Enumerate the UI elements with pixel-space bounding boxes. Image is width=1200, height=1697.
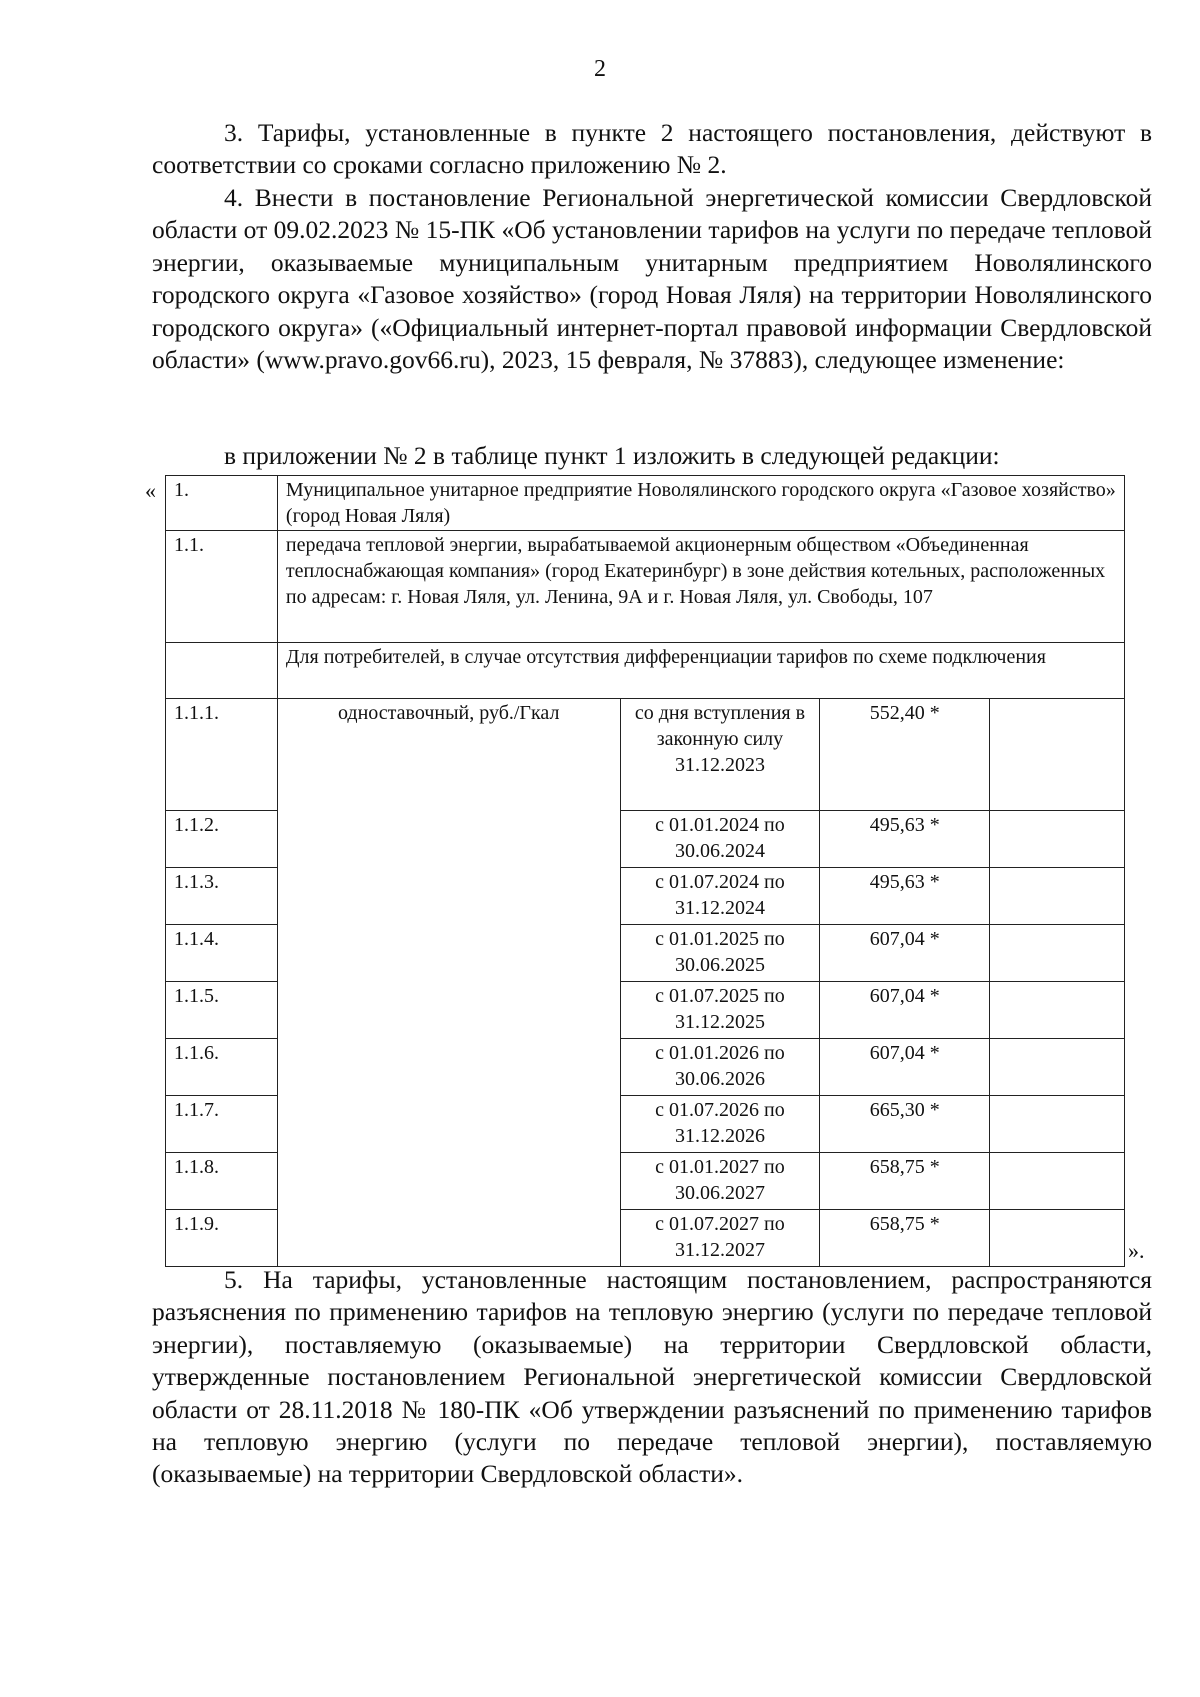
tariff-value-cell: 552,40 *	[820, 699, 990, 811]
tariff-value-cell: 665,30 *	[820, 1096, 990, 1153]
tariff-table	[165, 475, 1125, 1267]
period-cell: с 01.07.2025 по 31.12.2025	[620, 982, 820, 1039]
period-cell: с 01.01.2024 по 30.06.2024	[620, 811, 820, 868]
row-number: 1.	[166, 476, 278, 531]
paragraph-4-sub-text: в приложении № 2 в таблице пункт 1 изложить в следующей редакции:	[224, 441, 1000, 470]
row-number: 1.1.4.	[166, 925, 278, 982]
period-cell: с 01.07.2027 по 31.12.2027	[620, 1210, 820, 1267]
page-number: 2	[594, 56, 606, 82]
paragraph-4	[152, 182, 1152, 376]
service-description-cell: передача тепловой энергии, вырабатываемой акционерным обществом «Объединенная теплоснабжающая компания» (город Екатеринбург) в зоне действия котельных, расположенных по адресам: г. Новая Ляля, ул. Ленина, 9А и г. Новая Ляля, ул. Свободы, 107	[277, 531, 1124, 643]
tariff-value-cell: 607,04 *	[820, 1039, 990, 1096]
paragraph-3-text: 3. Тарифы, установленные в пункте 2 настоящего постановления, действуют в соответствии со сроками согласно приложению № 2.	[152, 118, 1152, 180]
tariff-value-cell: 607,04 *	[820, 982, 990, 1039]
period-cell: с 01.07.2024 по 31.12.2024	[620, 868, 820, 925]
empty-cell	[990, 1210, 1125, 1267]
row-number: 1.1.7.	[166, 1096, 278, 1153]
tariff-value-cell: 658,75 *	[820, 1210, 990, 1267]
open-quote: «	[145, 478, 156, 503]
paragraph-4-text: 4. Внести в постановление Региональной энергетической комиссии Свердловской области от 09.02.2023 № 15-ПК «Об установлении тарифов на услуги по передаче тепловой энергии, оказываемые муниципальным унитарным предприятием Новолялинского городского округа «Газовое хозяйство» (город Новая Ляля) на территории Новолялинского городского округа» («Официальный интернет-портал правовой информации Свердловской области» (www.pravo.gov66.ru), 2023, 15 февраля, № 37883), следующее изменение:	[152, 183, 1152, 375]
tariff-value-cell: 658,75 *	[820, 1153, 990, 1210]
paragraph-5-text: 5. На тарифы, установленные настоящим постановлением, распространяются разъяснения по применению тарифов на тепловую энергию (услуги по передаче тепловой энергии), поставляемую (оказываемые) на территории Свердловской области, утвержденные постановлением Региональной энергетической комиссии Свердловской области от 28.11.2018 № 180-ПК «Об утверждении разъяснений по применению тарифов на тепловую энергию (услуги по передаче тепловой энергии), поставляемую (оказываемые) на территории Свердловской области».	[152, 1265, 1152, 1489]
row-number: 1.1.8.	[166, 1153, 278, 1210]
row-number: 1.1.9.	[166, 1210, 278, 1267]
empty-cell	[990, 982, 1125, 1039]
period-cell: с 01.01.2025 по 30.06.2025	[620, 925, 820, 982]
empty-cell	[990, 925, 1125, 982]
org-name-cell: Муниципальное унитарное предприятие Новолялинского городского округа «Газовое хозяйство» (город Новая Ляля)	[277, 476, 1124, 531]
consumers-cell: Для потребителей, в случае отсутствия дифференциации тарифов по схеме подключения	[277, 643, 1124, 699]
table-row	[166, 699, 1125, 811]
tariff-value-cell: 495,63 *	[820, 868, 990, 925]
row-number: 1.1.2.	[166, 811, 278, 868]
row-number: 1.1.	[166, 531, 278, 643]
paragraph-5	[152, 1264, 1152, 1491]
empty-cell	[990, 1039, 1125, 1096]
empty-cell	[166, 643, 278, 699]
empty-cell	[990, 1096, 1125, 1153]
rate-type-cell: одноставочный, руб./Гкал	[277, 699, 620, 1267]
row-number: 1.1.1.	[166, 699, 278, 811]
table-row	[166, 476, 1125, 531]
period-cell: с 01.01.2027 по 30.06.2027	[620, 1153, 820, 1210]
period-cell: с 01.07.2026 по 31.12.2026	[620, 1096, 820, 1153]
row-number: 1.1.6.	[166, 1039, 278, 1096]
row-number: 1.1.5.	[166, 982, 278, 1039]
tariff-value-cell: 495,63 *	[820, 811, 990, 868]
empty-cell	[990, 1153, 1125, 1210]
close-quote: ».	[1128, 1238, 1145, 1263]
period-cell: со дня вступления в законную силу 31.12.2023	[620, 699, 820, 811]
table-row	[166, 643, 1125, 699]
paragraph-3	[152, 117, 1152, 182]
empty-cell	[990, 699, 1125, 811]
empty-cell	[990, 811, 1125, 868]
paragraph-4-sub	[152, 440, 1152, 472]
empty-cell	[990, 868, 1125, 925]
row-number: 1.1.3.	[166, 868, 278, 925]
tariff-value-cell: 607,04 *	[820, 925, 990, 982]
period-cell: с 01.01.2026 по 30.06.2026	[620, 1039, 820, 1096]
table-row	[166, 531, 1125, 643]
